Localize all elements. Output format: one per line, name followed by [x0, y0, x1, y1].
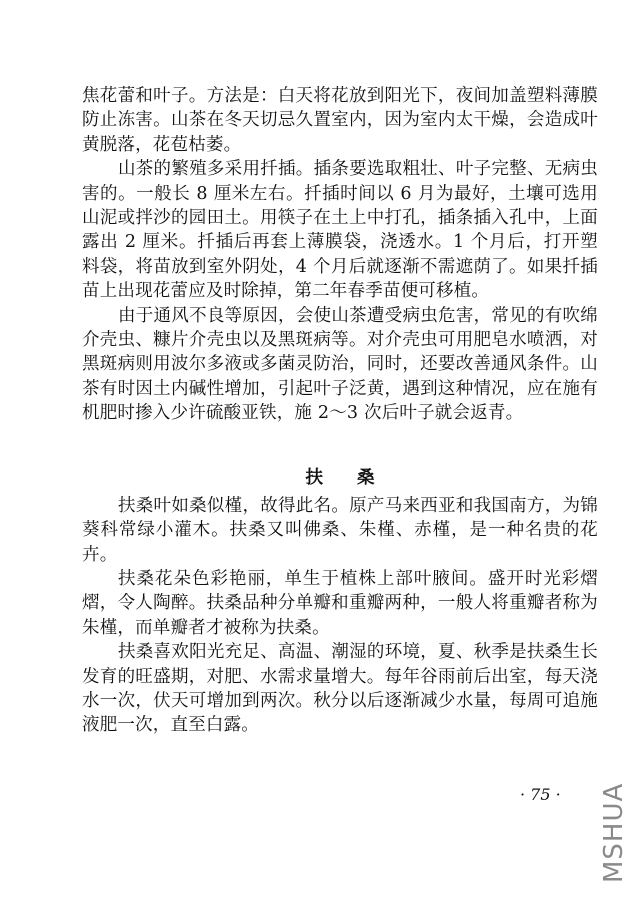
paragraph-camellia-propagation: 山茶的繁殖多采用扦插。插条要选取粗壮、叶子完整、无病虫害的。一般长 8 厘米左右。扦插时间以 6 月为最好，土壤可选用山泥或拌沙的园田土。用筷子在土上中打孔，插条插入孔中，上面露出 2 厘米。扦插后再套上薄膜袋，浇透水。1 个月后，打开塑料袋，将苗放到室外阴处，4 个月后就逐渐不需遮荫了。如果扦插苗上出现花蕾应及时除掉，第二年春季苗便可移植。 [82, 159, 598, 302]
paragraph-hibiscus-intro: 扶桑叶如桑似槿，故得此名。原产马来西亚和我国南方，为锦葵科常绿小灌木。扶桑又叫佛桑、朱槿、赤槿，是一种名贵的花卉。 [82, 495, 598, 565]
paragraph-camellia-pests: 由于通风不良等原因，会使山茶遭受病虫危害，常见的有吹绵介壳虫、糠片介壳虫以及黑斑病等。对介壳虫可用肥皂水喷洒，对黑斑病则用波尔多液或多菌灵防治，同时，还要改善通风条件。山茶有时因土内碱性增加，引起叶子泛黄，遇到这种情况，应在施有机肥时掺入少许硫酸亚铁，施 2～3 次后叶子就会返青。 [82, 305, 598, 424]
section-heading-part2: 桑 [357, 467, 375, 488]
paragraph-camellia-care: 焦花蕾和叶子。方法是：白天将花放到阳光下，夜间加盖塑料薄膜防止冻害。山茶在冬天切忌久置室内，因为室内太干燥，会造成叶黄脱落，花苞枯萎。 [82, 86, 598, 155]
paragraph-hibiscus-flowers: 扶桑花朵色彩艳丽，单生于植株上部叶腋间。盛开时光彩熠熠，令人陶醉。扶桑品种分单瓣和重瓣两种，一般人将重瓣者称为朱槿，而单瓣者才被称为扶桑。 [82, 568, 598, 638]
section-heading-hibiscus [82, 466, 598, 490]
page-body [82, 84, 598, 738]
section-heading-part1: 扶 [305, 467, 323, 488]
page-number: · 75 · [520, 785, 561, 804]
watermark-text: MSHUA [599, 782, 629, 884]
paragraph-hibiscus-care: 扶桑喜欢阳光充足、高温、潮湿的环境，夏、秋季是扶桑生长发育的旺盛期，对肥、水需求量增大。每年谷雨前后出室，每天浇水一次，伏天可增加到两次。秋分以后逐渐减少水量，每周可追施液肥一次，直至白露。 [82, 642, 598, 736]
